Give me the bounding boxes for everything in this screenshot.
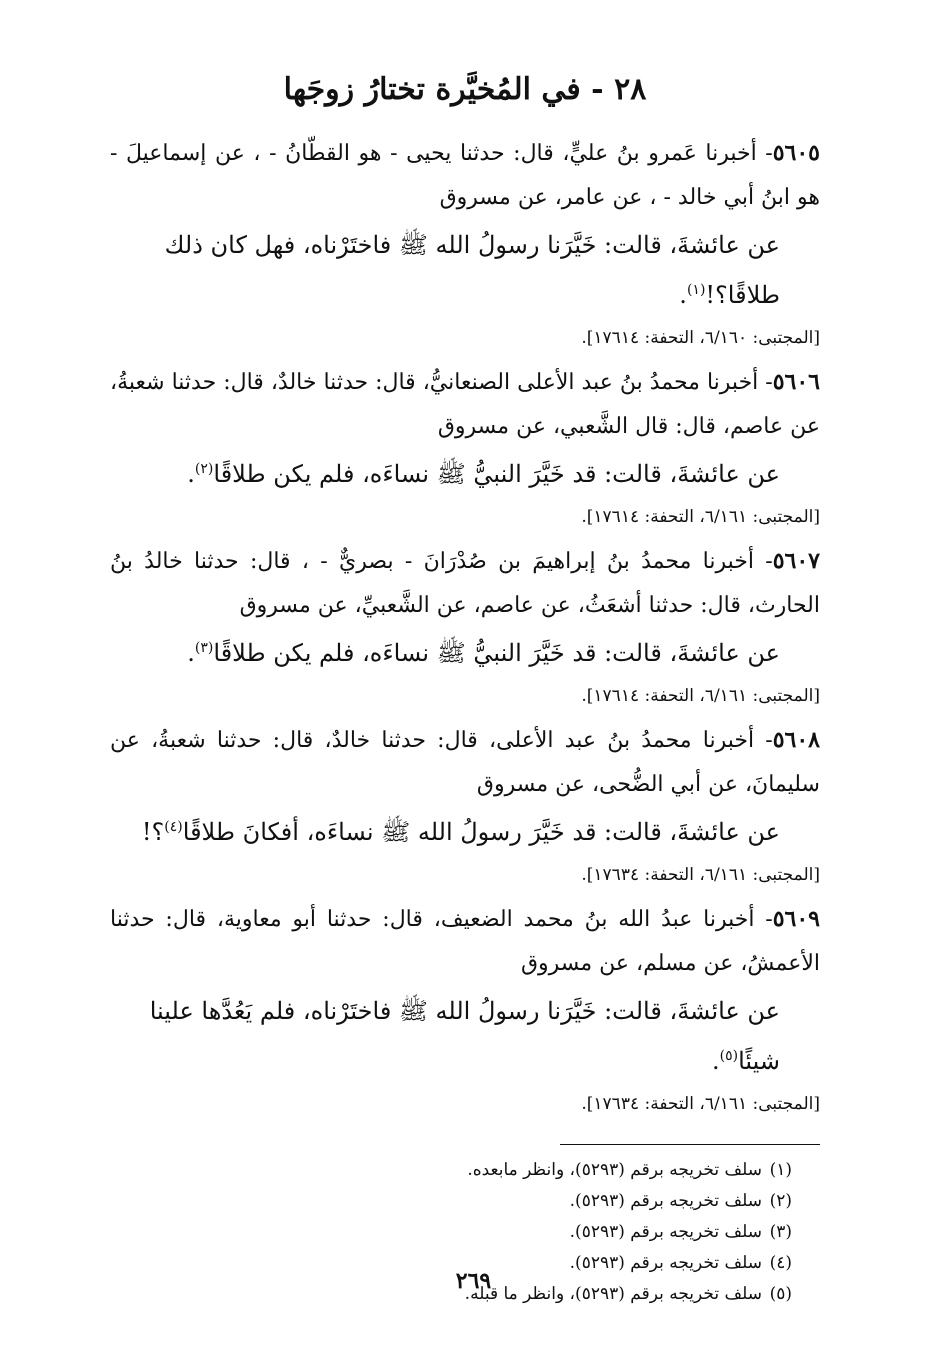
chapter-title: ٢٨ - في المُخيَّرة تختارُ زوجَها bbox=[283, 72, 647, 107]
isnad-text: - أخبرنا محمدُ بنُ عبد الأعلى الصنعانيُّ، قال: حدثنا خالدٌ، قال: حدثنا شعبةُ، عن عاصم، قال: قال الشَّعبي، عن مسروق bbox=[110, 370, 820, 439]
hadith-matn bbox=[110, 449, 820, 499]
hadith-entry bbox=[110, 131, 820, 356]
footnote-text: سلف تخريجه برقم (٥٢٩٣). bbox=[569, 1222, 762, 1242]
matn-text: عن عائشةَ، قالت: خَيَّرَنا رسولُ الله ﷺ فاختَرْناه، فلم يَعُدَّها علينا شيئًا bbox=[149, 997, 780, 1075]
footnote-item bbox=[110, 1217, 820, 1248]
page-number: ٢٦٩ bbox=[455, 1268, 492, 1294]
hadith-matn bbox=[110, 628, 820, 678]
hadith-number: ٥٦٠٦ bbox=[772, 369, 820, 395]
footnote-divider bbox=[560, 1144, 820, 1145]
hadith-matn bbox=[110, 986, 820, 1086]
hadith-reference: [المجتبى: ٦/١٦١، التحفة: ١٧٦٣٤]. bbox=[581, 865, 820, 885]
footnote-number: (٣) bbox=[769, 1222, 792, 1242]
matn-text: عن عائشةَ، قالت: قد خَيَّرَ رسولُ الله ﷺ نساءَه، أفكانَ طلاقًا bbox=[182, 818, 780, 846]
matn-end-punctuation: . bbox=[187, 639, 195, 667]
matn-end-punctuation: . bbox=[187, 460, 195, 488]
footnote-marker[interactable]: (٣) bbox=[194, 640, 214, 656]
matn-end-punctuation: . bbox=[711, 1047, 720, 1075]
hadith-number: ٥٦٠٧ bbox=[772, 548, 820, 574]
hadith-reference: [المجتبى: ٦/١٦١، التحفة: ١٧٦١٤]. bbox=[581, 686, 820, 706]
matn-text: عن عائشةَ، قالت: خَيَّرَنا رسولُ الله ﷺ فاختَرْناه، فهل كان ذلك طلاقًا؟! bbox=[164, 231, 780, 309]
footnote-text: سلف تخريجه برقم (٥٢٩٣)، وانظر ما قبله. bbox=[464, 1284, 762, 1304]
footnote-item bbox=[110, 1155, 820, 1186]
hadith-reference: [المجتبى: ٦/١٦١، التحفة: ١٧٦١٤]. bbox=[581, 507, 820, 527]
matn-text: عن عائشةَ، قالت: قد خَيَّرَ النبيُّ ﷺ نساءَه، فلم يكن طلاقًا bbox=[213, 460, 780, 488]
hadith-matn bbox=[110, 807, 820, 857]
footnote-item bbox=[110, 1186, 820, 1217]
page-body bbox=[110, 70, 820, 1310]
hadith-entry bbox=[110, 718, 820, 893]
footnote-text: سلف تخريجه برقم (٥٢٩٣)، وانظر مابعده. bbox=[467, 1160, 762, 1180]
footnote-marker[interactable]: (١) bbox=[686, 282, 706, 298]
isnad-text: - أخبرنا عَمرو بنُ عليٍّ، قال: حدثنا يحيى - هو القطّانُ - ، عن إسماعيلَ - هو ابنُ أبي خالد - ، عن عامر، عن مسروق bbox=[110, 141, 820, 210]
hadith-matn bbox=[110, 220, 820, 320]
hadith-reference: [المجتبى: ٦/١٦١، التحفة: ١٧٦٣٤]. bbox=[581, 1094, 820, 1114]
isnad-text: - أخبرنا عبدُ الله بنُ محمد الضعيف، قال: حدثنا أبو معاوية، قال: حدثنا الأعمشُ، عن مسلم، عن مسروق bbox=[110, 907, 820, 976]
footnote-number: (١) bbox=[769, 1160, 792, 1180]
hadith-isnad bbox=[110, 897, 820, 986]
matn-end-punctuation: . bbox=[679, 281, 687, 309]
footnote-text: سلف تخريجه برقم (٥٢٩٣). bbox=[569, 1253, 762, 1273]
hadith-isnad bbox=[110, 539, 820, 628]
matn-end-punctuation: ؟! bbox=[141, 818, 165, 846]
hadith-number: ٥٦٠٩ bbox=[772, 906, 820, 932]
footnote-marker[interactable]: (٥) bbox=[719, 1048, 739, 1064]
hadith-entry bbox=[110, 897, 820, 1122]
isnad-text: - أخبرنا محمدُ بنُ عبد الأعلى، قال: حدثنا خالدٌ، قال: حدثنا شعبةُ، عن سليمانَ، عن أبي الضُّحى، عن مسروق bbox=[110, 728, 820, 797]
hadith-entry bbox=[110, 360, 820, 535]
hadith-isnad bbox=[110, 718, 820, 807]
footnote-number: (٢) bbox=[769, 1191, 792, 1211]
isnad-text: - أخبرنا محمدُ بنُ إبراهيمَ بن صُدْرَانَ - بصريٌّ - ، قال: حدثنا خالدُ بنُ الحارث، قال: حدثنا أشعَثُ، عن عاصم، عن الشَّعبيِّ، عن مسروق bbox=[110, 549, 820, 618]
hadith-entry bbox=[110, 539, 820, 714]
hadith-number: ٥٦٠٥ bbox=[772, 140, 820, 166]
footnote-number: (٤) bbox=[769, 1253, 792, 1273]
hadith-list bbox=[110, 131, 820, 1122]
footnote-text: سلف تخريجه برقم (٥٢٩٣). bbox=[569, 1191, 762, 1211]
hadith-isnad bbox=[110, 360, 820, 449]
footnote-marker[interactable]: (٤) bbox=[164, 819, 183, 835]
hadith-number: ٥٦٠٨ bbox=[772, 727, 820, 753]
matn-text: عن عائشةَ، قالت: قد خَيَّرَ النبيُّ ﷺ نساءَه، فلم يكن طلاقًا bbox=[213, 639, 780, 667]
hadith-isnad bbox=[110, 131, 820, 220]
footnote-marker[interactable]: (٢) bbox=[194, 461, 214, 477]
hadith-reference: [المجتبى: ٦/١٦٠، التحفة: ١٧٦١٤]. bbox=[581, 328, 820, 348]
footnote-number: (٥) bbox=[769, 1284, 792, 1304]
